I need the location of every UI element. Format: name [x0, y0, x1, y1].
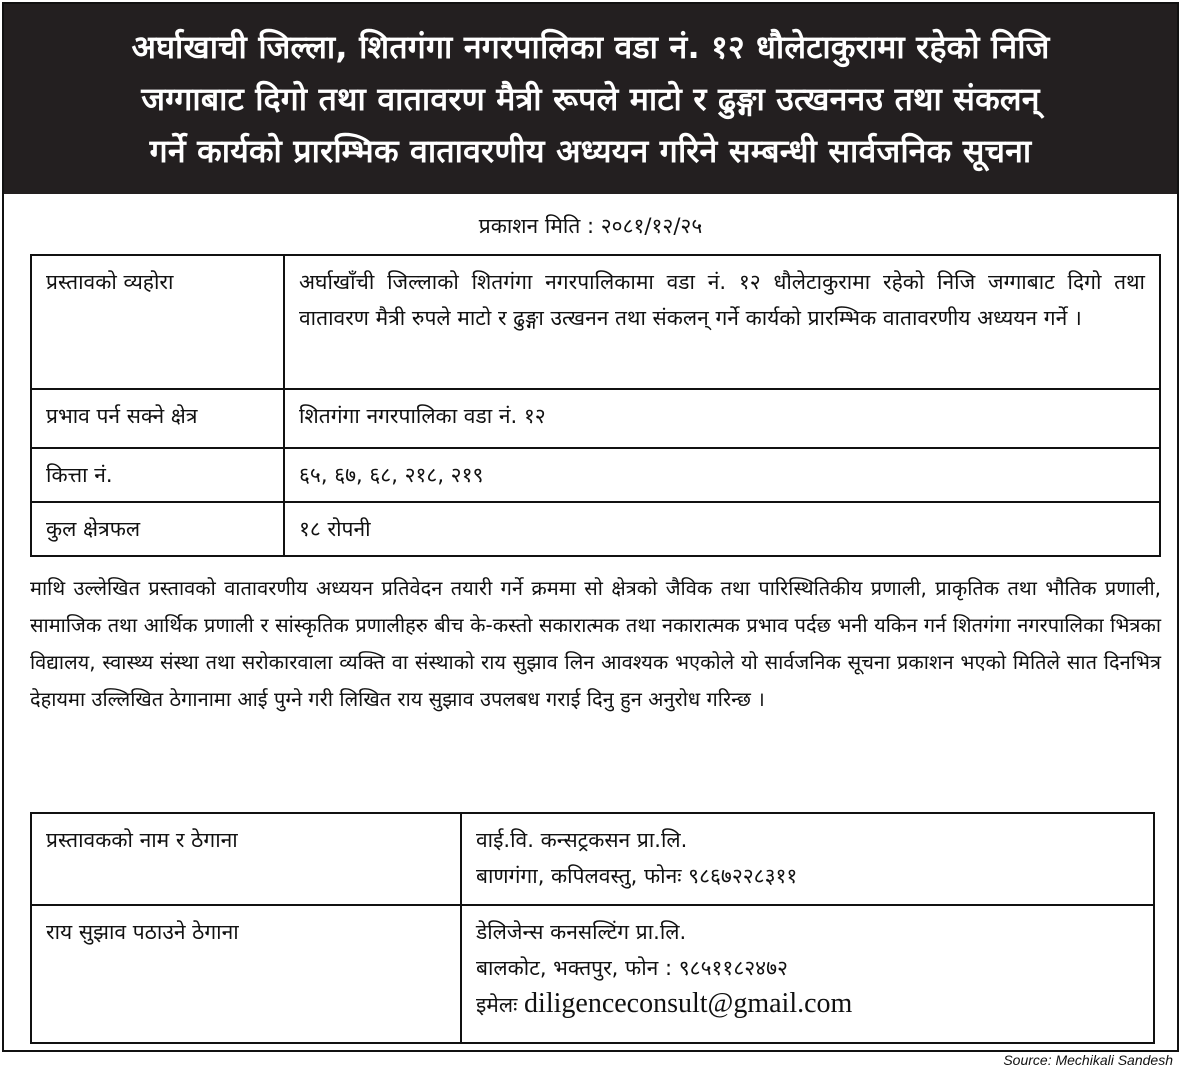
details-label-plot-numbers: कित्ता नं.: [31, 448, 284, 502]
publication-date: प्रकाशन मिति : २०८१/१२/२५: [478, 214, 703, 238]
feedback-name: डेलिजेन्स कनसल्टिंग प्रा.लि.: [476, 920, 687, 944]
details-value-affected-area: शितगंगा नगरपालिका वडा नं. १२: [284, 389, 1160, 448]
table-row: [31, 448, 1160, 502]
table-row: [31, 255, 1160, 389]
details-value-proposal: अर्घाखाँची जिल्लाको शितगंगा नगरपालिकामा वडा नं. १२ धौलेटाकुरामा रहेको निजि जग्गाबाट दिगो तथा वातावरण मैत्री रुपले माटो र ढुङ्गा उत्खनन तथा संकलन् गर्ने कार्यको प्रारम्भिक वातावरणीय अध्ययन गर्ने ।: [284, 255, 1160, 389]
source-credit: Source: Mechikali Sandesh: [1003, 1052, 1173, 1068]
details-label-total-area: कुल क्षेत्रफल: [31, 502, 284, 556]
proposer-name: वाई.वि. कन्सट्रकसन प्रा.लि.: [476, 828, 688, 852]
table-row: [31, 502, 1160, 556]
proposer-details: [461, 813, 1154, 905]
email-address: diligenceconsult@gmail.com: [524, 988, 853, 1019]
body-paragraph: माथि उल्लेखित प्रस्तावको वातावरणीय अध्ययन प्रतिवेदन तयारी गर्ने क्रममा सो क्षेत्रको जैविक तथा पारिस्थितिकीय प्रणाली, प्राकृतिक तथा भौतिक प्रणाली, सामाजिक तथा आर्थिक प्रणाली र सांस्कृतिक प्रणालीहरु बीच के-कस्तो सकारात्मक तथा नकारात्मक प्रभाव पर्दछ भनी यकिन गर्न शितगंगा नगरपालिका भित्रका विद्यालय, स्वास्थ्य संस्था तथा सरोकारवाला व्यक्ति वा संस्थाको राय सुझाव लिन आवश्यक भएकोले यो सार्वजनिक सूचना प्रकाशन भएको मितिले सात दिनभित्र देहायमा उल्लिखित ठेगानामा आई पुग्ने गरी लिखित राय सुझाव उपलबध गराई दिनु हुन अनुरोध गरिन्छ ।: [30, 576, 1161, 711]
feedback-address: बालकोट, भक्तपुर, फोन : ९८५११८२४७२: [476, 956, 788, 980]
proposer-address: बाणगंगा, कपिलवस्तु, फोनः ९८६७२२८३११: [476, 864, 798, 888]
details-table: [30, 254, 1161, 557]
contact-table: [30, 812, 1155, 1044]
table-row: [31, 813, 1154, 905]
notice-frame: [2, 2, 1179, 1052]
feedback-label: राय सुझाव पठाउने ठेगाना: [31, 905, 461, 1043]
details-value-plot-numbers: ६५, ६७, ६८, २१८, २१९: [284, 448, 1160, 502]
table-row: [31, 905, 1154, 1043]
details-label-proposal: प्रस्तावको व्यहोरा: [31, 255, 284, 389]
details-value-total-area: १८ रोपनी: [284, 502, 1160, 556]
table-row: [31, 389, 1160, 448]
feedback-email-row: [476, 986, 1139, 1023]
title-line-2: जग्गाबाट दिगो तथा वातावरण मैत्री रूपले माटो र ढुङ्गा उत्खननउ तथा संकलन्: [141, 80, 1040, 118]
details-label-affected-area: प्रभाव पर्न सक्ने क्षेत्र: [31, 389, 284, 448]
title-line-3: गर्ने कार्यको प्रारम्भिक वातावरणीय अध्ययन गरिने सम्बन्धी सार्वजनिक सूचना: [149, 132, 1032, 170]
proposer-label: प्रस्तावकको नाम र ठेगाना: [31, 813, 461, 905]
feedback-details: [461, 905, 1154, 1043]
title-line-1: अर्घाखाची जिल्ला, शितगंगा नगरपालिका वडा नं. १२ धौलेटाकुरामा रहेको निजि: [131, 28, 1050, 66]
notice-title-banner: [4, 4, 1177, 194]
email-label: इमेलः: [476, 993, 518, 1017]
